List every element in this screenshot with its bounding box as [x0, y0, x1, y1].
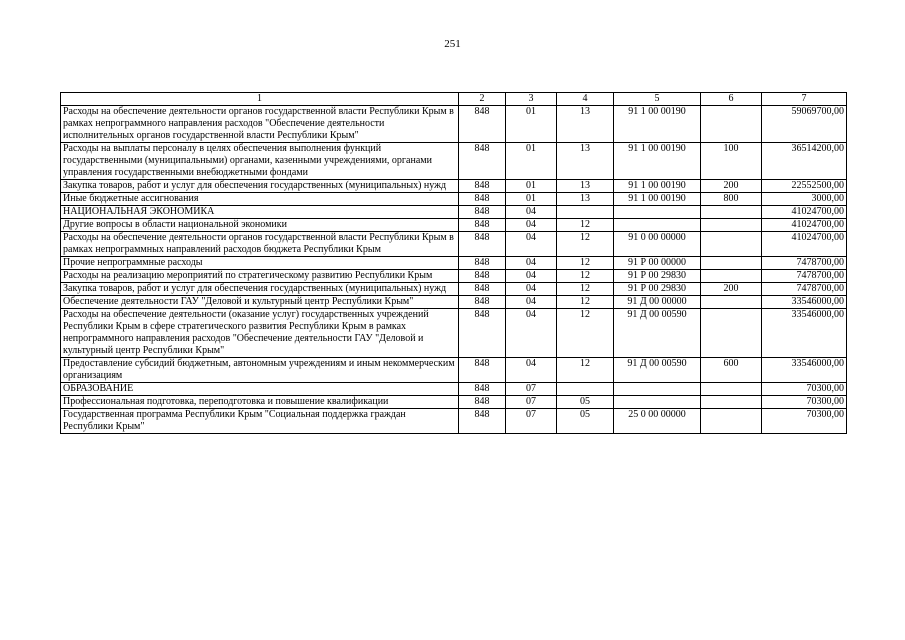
expense-type-cell — [701, 296, 762, 309]
section-code-cell: 04 — [506, 270, 557, 283]
column-header: 6 — [701, 93, 762, 106]
table-row — [61, 409, 847, 434]
amount-cell: 3000,00 — [762, 193, 847, 206]
section-code-cell: 04 — [506, 219, 557, 232]
section-code-cell: 07 — [506, 383, 557, 396]
section-code-cell: 04 — [506, 358, 557, 383]
subsection-code-cell: 12 — [557, 232, 614, 257]
ministry-code-cell: 848 — [459, 143, 506, 180]
subsection-code-cell: 13 — [557, 193, 614, 206]
table-row — [61, 193, 847, 206]
ministry-code-cell: 848 — [459, 270, 506, 283]
subsection-code-cell — [557, 206, 614, 219]
ministry-code-cell: 848 — [459, 283, 506, 296]
target-article-cell: 91 Д 00 00590 — [614, 358, 701, 383]
table-row — [61, 396, 847, 409]
section-code-cell: 04 — [506, 283, 557, 296]
expense-type-cell: 200 — [701, 180, 762, 193]
expense-type-cell — [701, 270, 762, 283]
section-code-cell: 04 — [506, 309, 557, 358]
expense-name-cell: Расходы на реализацию мероприятий по стратегическому развитию Республики Крым — [61, 270, 459, 283]
target-article-cell — [614, 219, 701, 232]
target-article-cell: 91 1 00 00190 — [614, 106, 701, 143]
target-article-cell: 91 1 00 00190 — [614, 143, 701, 180]
column-header: 1 — [61, 93, 459, 106]
section-code-cell: 04 — [506, 232, 557, 257]
expense-type-cell — [701, 206, 762, 219]
section-code-cell: 04 — [506, 257, 557, 270]
amount-cell: 22552500,00 — [762, 180, 847, 193]
subsection-code-cell: 05 — [557, 396, 614, 409]
amount-cell: 70300,00 — [762, 383, 847, 396]
target-article-cell — [614, 396, 701, 409]
expense-name-cell: Обеспечение деятельности ГАУ "Деловой и культурный центр Республики Крым" — [61, 296, 459, 309]
ministry-code-cell: 848 — [459, 409, 506, 434]
target-article-cell: 25 0 00 00000 — [614, 409, 701, 434]
target-article-cell: 91 Д 00 00590 — [614, 309, 701, 358]
ministry-code-cell: 848 — [459, 232, 506, 257]
expense-name-cell: Закупка товаров, работ и услуг для обеспечения государственных (муниципальных) нужд — [61, 180, 459, 193]
expense-type-cell — [701, 396, 762, 409]
amount-cell: 7478700,00 — [762, 270, 847, 283]
subsection-code-cell — [557, 383, 614, 396]
target-article-cell: 91 Р 00 29830 — [614, 270, 701, 283]
target-article-cell — [614, 206, 701, 219]
subsection-code-cell: 12 — [557, 296, 614, 309]
ministry-code-cell: 848 — [459, 180, 506, 193]
amount-cell: 33546000,00 — [762, 296, 847, 309]
amount-cell: 59069700,00 — [762, 106, 847, 143]
expense-name-cell: Предоставление субсидий бюджетным, автономным учреждениям и иным некоммерческим организациям — [61, 358, 459, 383]
ministry-code-cell: 848 — [459, 383, 506, 396]
budget-table — [60, 92, 847, 434]
ministry-code-cell: 848 — [459, 358, 506, 383]
subsection-code-cell: 13 — [557, 106, 614, 143]
ministry-code-cell: 848 — [459, 106, 506, 143]
section-code-cell: 01 — [506, 180, 557, 193]
subsection-code-cell: 13 — [557, 180, 614, 193]
target-article-cell: 91 Д 00 00000 — [614, 296, 701, 309]
expense-type-cell: 200 — [701, 283, 762, 296]
ministry-code-cell: 848 — [459, 193, 506, 206]
ministry-code-cell: 848 — [459, 219, 506, 232]
expense-type-cell — [701, 257, 762, 270]
target-article-cell — [614, 383, 701, 396]
table-row — [61, 232, 847, 257]
amount-cell: 70300,00 — [762, 396, 847, 409]
ministry-code-cell: 848 — [459, 257, 506, 270]
amount-cell: 36514200,00 — [762, 143, 847, 180]
section-code-cell: 04 — [506, 296, 557, 309]
expense-type-cell — [701, 219, 762, 232]
amount-cell: 33546000,00 — [762, 358, 847, 383]
expense-type-cell — [701, 106, 762, 143]
subsection-code-cell: 12 — [557, 358, 614, 383]
table-row — [61, 219, 847, 232]
expense-name-cell: Расходы на выплаты персоналу в целях обеспечения выполнения функций государственными (муниципальными) органами, казенными учреждениями, органами управления государственными внебюджетными фондами — [61, 143, 459, 180]
ministry-code-cell: 848 — [459, 296, 506, 309]
column-header: 2 — [459, 93, 506, 106]
target-article-cell: 91 1 00 00190 — [614, 193, 701, 206]
expense-type-cell — [701, 409, 762, 434]
subsection-code-cell: 12 — [557, 219, 614, 232]
expense-name-cell: Расходы на обеспечение деятельности (оказание услуг) государственных учреждений Республики Крым в сфере стратегического развития Республики Крым в рамках непрограммного направления расходов "Обеспечение деятельности ГАУ "Деловой и культурный центр Республики Крым" — [61, 309, 459, 358]
table-row — [61, 383, 847, 396]
column-header: 5 — [614, 93, 701, 106]
target-article-cell: 91 Р 00 00000 — [614, 257, 701, 270]
amount-cell: 41024700,00 — [762, 219, 847, 232]
amount-cell: 41024700,00 — [762, 232, 847, 257]
expense-name-cell: Профессиональная подготовка, переподготовка и повышение квалификации — [61, 396, 459, 409]
expense-name-cell: Государственная программа Республики Крым "Социальная поддержка граждан Республики Крым" — [61, 409, 459, 434]
target-article-cell: 91 Р 00 29830 — [614, 283, 701, 296]
ministry-code-cell: 848 — [459, 396, 506, 409]
section-code-cell: 04 — [506, 206, 557, 219]
subsection-code-cell: 13 — [557, 143, 614, 180]
column-header: 3 — [506, 93, 557, 106]
table-header-row — [61, 93, 847, 106]
amount-cell: 41024700,00 — [762, 206, 847, 219]
table-row — [61, 143, 847, 180]
section-code-cell: 01 — [506, 106, 557, 143]
amount-cell: 7478700,00 — [762, 257, 847, 270]
section-code-cell: 01 — [506, 143, 557, 180]
expense-type-cell — [701, 232, 762, 257]
section-code-cell: 01 — [506, 193, 557, 206]
subsection-code-cell: 12 — [557, 283, 614, 296]
expense-type-cell: 800 — [701, 193, 762, 206]
page-number: 251 — [444, 38, 461, 50]
expense-type-cell: 100 — [701, 143, 762, 180]
amount-cell: 70300,00 — [762, 409, 847, 434]
column-header: 4 — [557, 93, 614, 106]
table-row — [61, 309, 847, 358]
section-code-cell: 07 — [506, 409, 557, 434]
table-row — [61, 270, 847, 283]
column-header: 7 — [762, 93, 847, 106]
table-row — [61, 358, 847, 383]
subsection-code-cell: 12 — [557, 270, 614, 283]
expense-type-cell: 600 — [701, 358, 762, 383]
table-row — [61, 283, 847, 296]
amount-cell: 33546000,00 — [762, 309, 847, 358]
expense-name-cell: Другие вопросы в области национальной экономики — [61, 219, 459, 232]
subsection-code-cell: 12 — [557, 309, 614, 358]
section-code-cell: 07 — [506, 396, 557, 409]
target-article-cell: 91 1 00 00190 — [614, 180, 701, 193]
expense-name-cell: Прочие непрограммные расходы — [61, 257, 459, 270]
table-row — [61, 257, 847, 270]
expense-name-cell: Иные бюджетные ассигнования — [61, 193, 459, 206]
ministry-code-cell: 848 — [459, 206, 506, 219]
expense-name-cell: Расходы на обеспечение деятельности органов государственной власти Республики Крым в рамках непрограммного направления расходов "Обеспечение деятельности исполнительных органов государственной власти Республики Крым" — [61, 106, 459, 143]
ministry-code-cell: 848 — [459, 309, 506, 358]
amount-cell: 7478700,00 — [762, 283, 847, 296]
target-article-cell: 91 0 00 00000 — [614, 232, 701, 257]
table-body — [61, 106, 847, 434]
expense-name-cell: Расходы на обеспечение деятельности органов государственной власти Республики Крым в рамках непрограммных направлений расходов бюджета Республики Крым — [61, 232, 459, 257]
table-row — [61, 180, 847, 193]
table-row — [61, 106, 847, 143]
expense-type-cell — [701, 309, 762, 358]
subsection-code-cell: 12 — [557, 257, 614, 270]
expense-type-cell — [701, 383, 762, 396]
subsection-code-cell: 05 — [557, 409, 614, 434]
table-row — [61, 206, 847, 219]
expense-name-cell: Закупка товаров, работ и услуг для обеспечения государственных (муниципальных) нужд — [61, 283, 459, 296]
expense-name-cell: ОБРАЗОВАНИЕ — [61, 383, 459, 396]
table-row — [61, 296, 847, 309]
expense-name-cell: НАЦИОНАЛЬНАЯ ЭКОНОМИКА — [61, 206, 459, 219]
